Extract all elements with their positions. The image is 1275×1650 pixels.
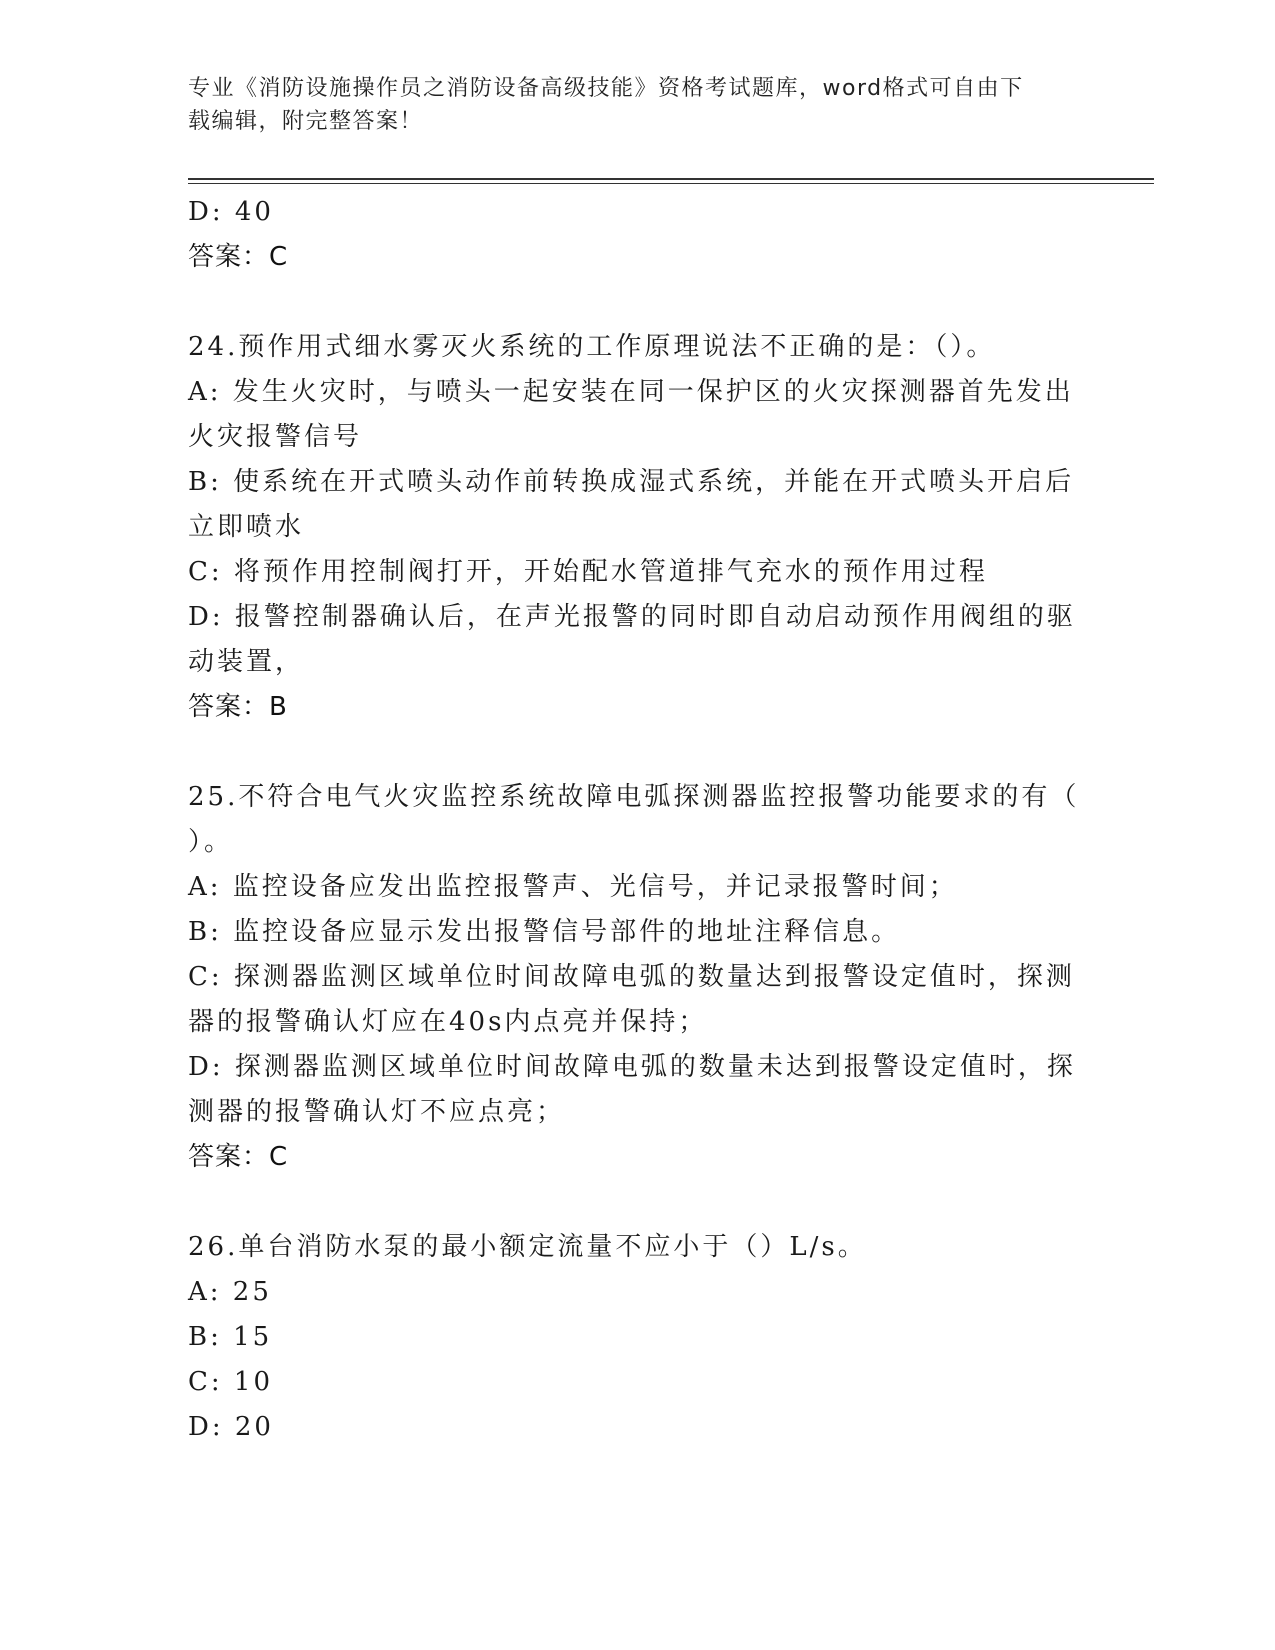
header-divider-thick <box>188 178 1154 180</box>
option-b: B: 15 <box>188 1322 273 1352</box>
question-stem: 26.单台消防水泵的最小额定流量不应小于（）L/s。 <box>188 1232 867 1262</box>
answer-line: 答案：C <box>188 242 289 272</box>
question-content <box>188 190 1088 1450</box>
option-b: B: 监控设备应显示发出报警信号部件的地址注释信息。 <box>188 917 901 947</box>
option-d: D: 探测器监测区域单位时间故障电弧的数量未达到报警设定值时，探 <box>188 1052 1076 1082</box>
answer-line: 答案：C <box>188 1142 289 1172</box>
option-a-cont: 火灾报警信号 <box>188 422 363 452</box>
option-d: D: 20 <box>188 1412 274 1442</box>
header-line: 载编辑，附完整答案！ <box>188 109 424 134</box>
question-26 <box>188 1225 1088 1450</box>
option-d: D: 40 <box>188 197 274 227</box>
option-a: A: 发生火灾时，与喷头一起安装在同一保护区的火灾探测器首先发出 <box>188 377 1074 407</box>
question-stem-cont: ）。 <box>188 827 234 857</box>
question-25 <box>188 775 1088 1180</box>
option-a: A: 25 <box>188 1277 272 1307</box>
option-c: C: 10 <box>188 1367 274 1397</box>
question-stem: 25.不符合电气火灾监控系统故障电弧探测器监控报警功能要求的有（ <box>188 782 1080 812</box>
answer-line: 答案：B <box>188 692 288 722</box>
option-a: A: 监控设备应发出监控报警声、光信号，并记录报警时间； <box>188 872 958 902</box>
previous-question-tail <box>188 190 1088 280</box>
option-c: C: 探测器监测区域单位时间故障电弧的数量达到报警设定值时，探测 <box>188 962 1075 992</box>
header-line: 专业《消防设施操作员之消防设备高级技能》资格考试题库，word格式可自由下 <box>188 76 1024 101</box>
header-divider-thin <box>188 183 1154 184</box>
option-c: C: 将预作用控制阀打开，开始配水管道排气充水的预作用过程 <box>188 557 988 587</box>
option-d-cont: 测器的报警确认灯不应点亮； <box>188 1097 566 1127</box>
option-d-cont: 动装置， <box>188 647 305 677</box>
option-d: D: 报警控制器确认后，在声光报警的同时即自动启动预作用阀组的驱 <box>188 602 1076 632</box>
option-c-cont: 器的报警确认灯应在40s内点亮并保持； <box>188 1007 708 1037</box>
option-b-cont: 立即喷水 <box>188 512 305 542</box>
document-header <box>188 72 1068 138</box>
question-24 <box>188 325 1088 730</box>
option-b: B: 使系统在开式喷头动作前转换成湿式系统，并能在开式喷头开启后 <box>188 467 1075 497</box>
question-stem: 24.预作用式细水雾灭火系统的工作原理说法不正确的是：（）。 <box>188 332 996 362</box>
